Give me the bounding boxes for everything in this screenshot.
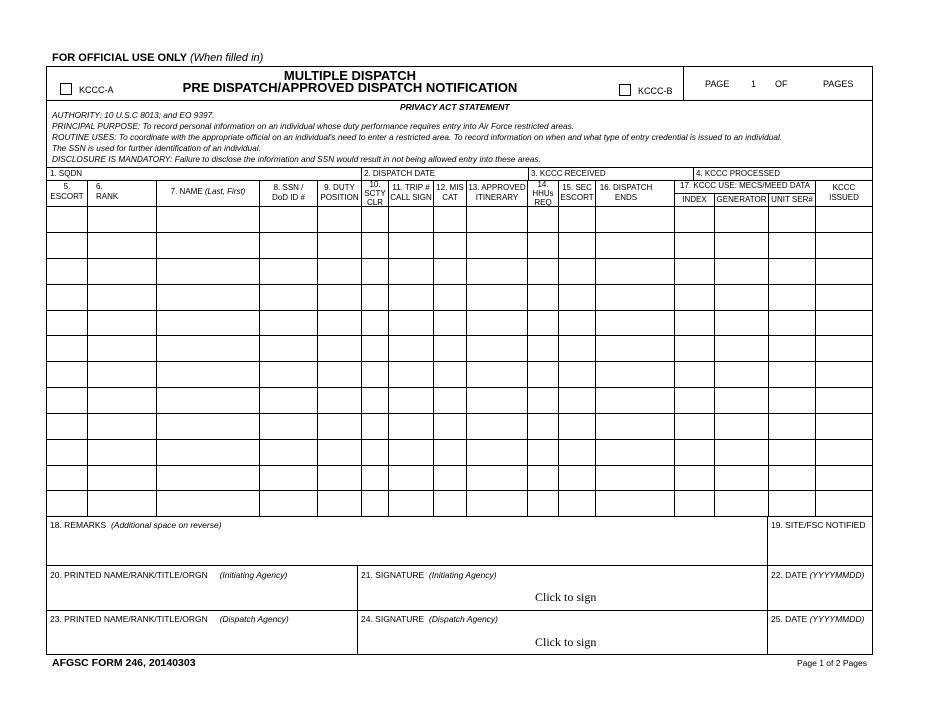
printed-name-init-note: (Initiating Agency) bbox=[219, 570, 288, 580]
col-rank-num: 6. bbox=[96, 182, 103, 191]
remarks-note: (Additional space on reverse) bbox=[110, 520, 222, 530]
col-rank-label: RANK bbox=[96, 192, 119, 201]
date-disp-field[interactable] bbox=[770, 626, 870, 652]
date-init-field[interactable] bbox=[770, 582, 870, 608]
table-row[interactable] bbox=[47, 440, 872, 465]
col-itin-l2: ITINERARY bbox=[475, 193, 519, 202]
date-disp-text: 25. DATE bbox=[771, 614, 808, 624]
table-row[interactable] bbox=[47, 207, 872, 232]
col-duty-header bbox=[318, 183, 361, 203]
table-row[interactable] bbox=[47, 362, 872, 387]
col-kccc-use-header: 17. KCCC USE: MECS/MEED DATA bbox=[680, 181, 810, 190]
printed-name-disp-field[interactable] bbox=[50, 626, 355, 652]
signature-init-button[interactable]: Click to sign bbox=[535, 590, 597, 604]
col-ssn-l2: DoD ID # bbox=[272, 193, 305, 202]
col-escort-header bbox=[47, 182, 87, 202]
remarks-field[interactable] bbox=[50, 532, 765, 564]
kccc-received-field[interactable] bbox=[605, 168, 692, 179]
table-row[interactable] bbox=[47, 311, 872, 335]
date-disp-format: (YYYYMMDD) bbox=[809, 614, 865, 624]
date-init-format: (YYYYMMDD) bbox=[809, 570, 865, 580]
privacy-act-heading: PRIVACY ACT STATEMENT bbox=[400, 102, 510, 112]
signature-disp-button[interactable]: Click to sign bbox=[535, 635, 597, 649]
table-row[interactable] bbox=[47, 466, 872, 490]
dispatch-date-label: 2. DISPATCH DATE bbox=[364, 169, 436, 178]
site-fsc-field[interactable] bbox=[770, 532, 870, 564]
col-dispatch-ends-header bbox=[596, 183, 656, 203]
col-escort-label: ESCORT bbox=[50, 192, 84, 201]
col-hhu-l2: HHUs bbox=[532, 189, 554, 198]
table-row[interactable] bbox=[47, 259, 872, 284]
col-sec-l2: ESCORT bbox=[560, 193, 594, 202]
fouo-note: (When filled in) bbox=[189, 52, 264, 64]
kccc-b-label: KCCC-B bbox=[638, 86, 673, 96]
col-sec-l1: 15. SEC bbox=[562, 183, 592, 192]
table-row[interactable] bbox=[47, 388, 872, 413]
col-duty-l1: 9. DUTY bbox=[324, 183, 355, 192]
col-index-header: INDEX bbox=[682, 195, 707, 204]
signature-init-text: 21. SIGNATURE bbox=[361, 570, 425, 580]
col-sec-escort-header bbox=[559, 183, 595, 203]
kccc-a-checkbox[interactable] bbox=[60, 83, 72, 95]
date-disp-label bbox=[771, 614, 864, 624]
kccc-a-label: KCCC-A bbox=[79, 85, 114, 95]
col-issued-l1: KCCC bbox=[832, 183, 856, 192]
col-trip-l1: 11. TRIP # bbox=[392, 183, 430, 192]
date-init-label bbox=[771, 570, 864, 580]
printed-name-disp-text: 23. PRINTED NAME/RANK/TITLE/ORGN bbox=[50, 614, 208, 624]
col-trip-header bbox=[389, 183, 433, 203]
col-ends-l2: ENDS bbox=[614, 193, 638, 202]
col-ssn-l1: 8. SSN / bbox=[273, 183, 304, 192]
privacy-disclosure: DISCLOSURE IS MANDATORY: Failure to disclose the information and SSN would result in not being allowed entry into these areas. bbox=[52, 154, 541, 164]
signature-init-label bbox=[361, 570, 497, 580]
fouo-text: FOR OFFICIAL USE ONLY bbox=[52, 52, 187, 64]
col-ssn-header bbox=[260, 183, 317, 203]
printed-name-disp-note: (Dispatch Agency) bbox=[219, 614, 289, 624]
date-init-text: 22. DATE bbox=[771, 570, 808, 580]
col-generator-header: GENERATOR bbox=[716, 195, 767, 204]
col-mis-l2: CAT bbox=[442, 193, 458, 202]
col-hhu-l3: REQ bbox=[534, 198, 552, 207]
page-count: Page 1 of 2 Pages bbox=[797, 658, 867, 668]
form-id: AFGSC FORM 246, 20140303 bbox=[52, 657, 196, 669]
col-duty-l2: POSITION bbox=[320, 193, 359, 202]
col-scty-l3: CLR bbox=[366, 198, 383, 207]
table-row[interactable] bbox=[47, 491, 872, 516]
site-fsc-label: 19. SITE/FSC NOTIFIED bbox=[771, 520, 866, 530]
col-mis-l1: 12. MIS bbox=[436, 183, 464, 192]
col-mis-header bbox=[434, 183, 466, 203]
col-itinerary-header bbox=[467, 183, 527, 203]
col-name-label: 7. NAME bbox=[170, 187, 203, 196]
col-trip-l2: CALL SIGN bbox=[390, 193, 432, 202]
privacy-authority: AUTHORITY: 10 U.S.C 8013; and EO 9397. bbox=[52, 110, 215, 120]
remarks-label bbox=[50, 520, 222, 530]
pages-label: PAGES bbox=[823, 79, 854, 89]
col-name-header bbox=[157, 187, 259, 197]
divider bbox=[47, 100, 872, 101]
signature-disp-text: 24. SIGNATURE bbox=[361, 614, 425, 624]
kccc-processed-field[interactable] bbox=[780, 168, 871, 179]
printed-name-init-field[interactable] bbox=[50, 582, 355, 608]
kccc-received-label: 3. KCCC RECEIVED bbox=[531, 169, 606, 178]
col-itin-l1: 13. APPROVED bbox=[468, 183, 526, 192]
divider bbox=[683, 67, 684, 100]
printed-name-init-label bbox=[50, 570, 287, 580]
sqdn-label: 1. SQDN bbox=[50, 169, 83, 178]
col-hhu-l1: 14. bbox=[537, 180, 549, 189]
col-scty-l1: 10. bbox=[369, 180, 381, 189]
printed-name-disp-label bbox=[50, 614, 289, 624]
dispatch-date-field[interactable] bbox=[435, 168, 527, 179]
kccc-processed-label: 4. KCCC PROCESSED bbox=[696, 169, 781, 178]
col-issued-l2: ISSUED bbox=[829, 193, 859, 202]
form-title-line2: PRE DISPATCH/APPROVED DISPATCH NOTIFICATION bbox=[182, 80, 518, 95]
table-row[interactable] bbox=[47, 285, 872, 310]
signature-init-note: (Initiating Agency) bbox=[428, 570, 497, 580]
printed-name-init-text: 20. PRINTED NAME/RANK/TITLE/ORGN bbox=[50, 570, 208, 580]
page-label: PAGE bbox=[705, 79, 730, 89]
signature-disp-label bbox=[361, 614, 498, 624]
col-scty-header bbox=[362, 180, 388, 207]
privacy-principal-purpose: PRINCIPAL PURPOSE: To record personal information on an individual whose duty performance requires entry into Air Force restricted areas. bbox=[52, 121, 575, 131]
col-scty-l2: SCTY bbox=[364, 189, 386, 198]
privacy-ssn-use: The SSN is used for further identification of an individual. bbox=[52, 143, 261, 153]
remarks-text: 18. REMARKS bbox=[50, 520, 107, 530]
signature-disp-note: (Dispatch Agency) bbox=[428, 614, 499, 624]
table-row[interactable] bbox=[47, 414, 872, 439]
col-escort-num: 5. bbox=[63, 182, 71, 191]
of-label: OF bbox=[775, 79, 788, 89]
col-name-note: (Last, First) bbox=[204, 187, 246, 196]
table-row[interactable] bbox=[47, 336, 872, 361]
col-ends-l1: 16. DISPATCH bbox=[599, 183, 653, 192]
col-hhu-header bbox=[528, 180, 558, 207]
col-kccc-issued-header bbox=[816, 183, 872, 203]
kccc-b-checkbox[interactable] bbox=[619, 84, 631, 96]
col-rank-header bbox=[88, 182, 136, 202]
fouo-header bbox=[52, 52, 263, 64]
table-row[interactable] bbox=[47, 233, 872, 258]
sqdn-field[interactable] bbox=[80, 168, 360, 179]
privacy-routine-uses: ROUTINE USES: To coordinate with the appropriate official on an individual's need to enter a restricted area. To record information on when and what type of entry credential is issued to an individual. bbox=[52, 132, 783, 142]
col-unit-ser-header: UNIT SER# bbox=[771, 195, 813, 204]
form-title-line1: MULTIPLE DISPATCH bbox=[283, 68, 417, 83]
page-number: 1 bbox=[751, 79, 757, 89]
